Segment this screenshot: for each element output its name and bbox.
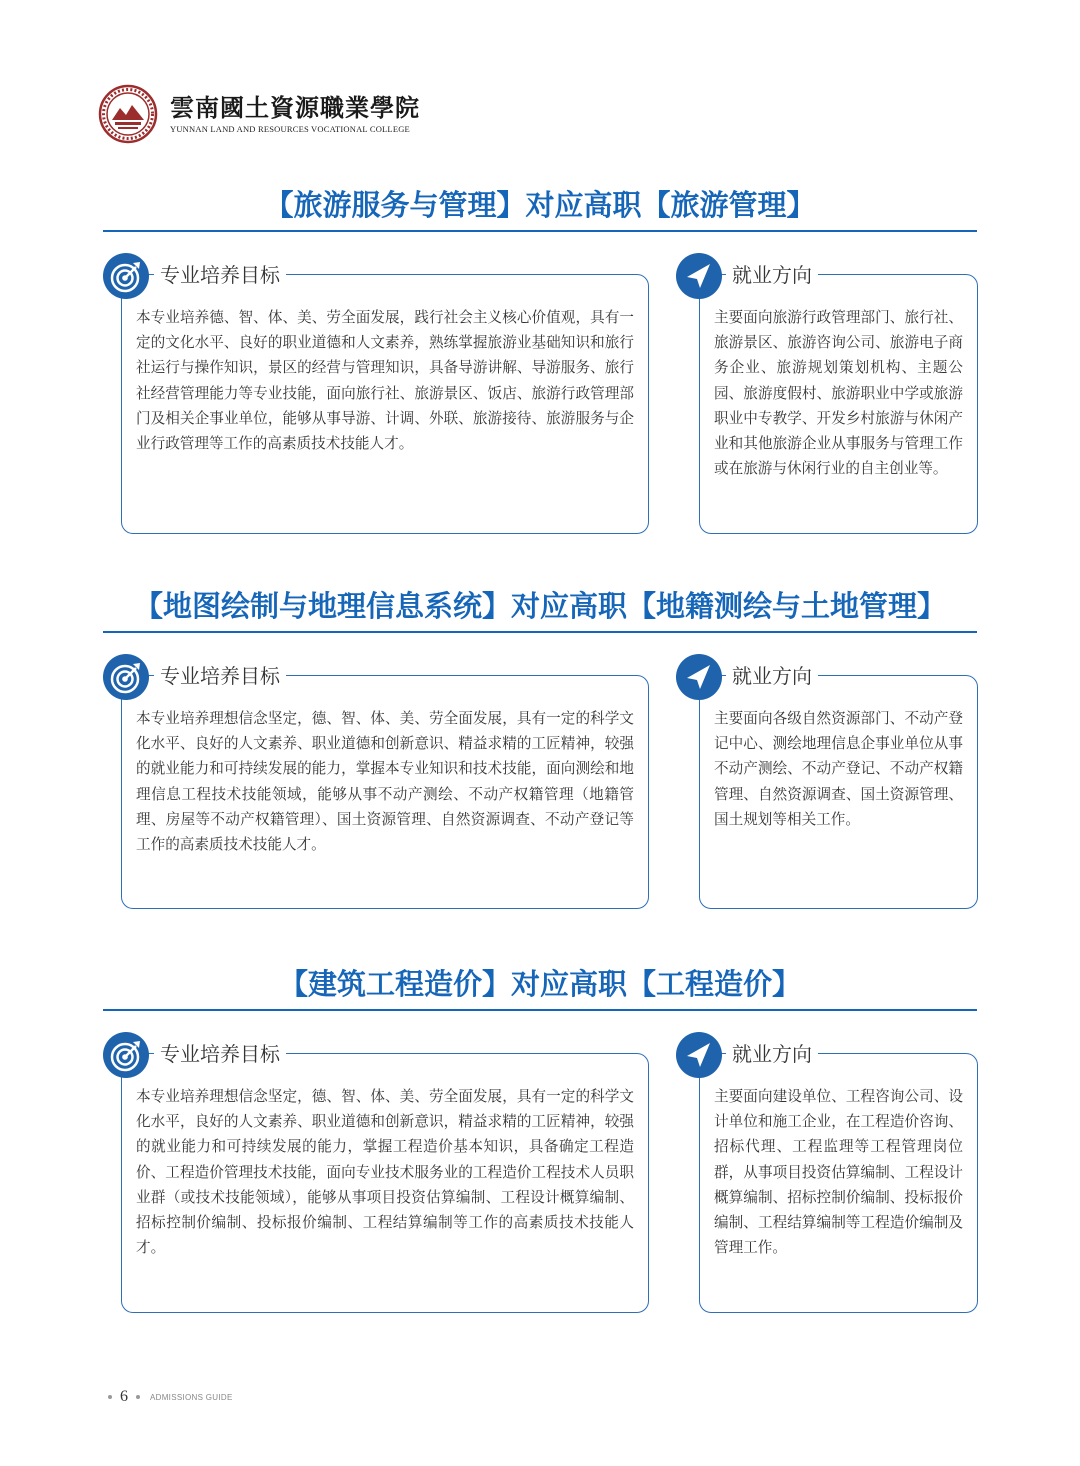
program-section	[103, 959, 977, 1011]
training-goal-box	[121, 1053, 649, 1313]
training-goal-label: 专业培养目标	[154, 261, 286, 289]
career-label: 就业方向	[726, 662, 818, 690]
section-divider	[103, 631, 977, 633]
page-header	[98, 84, 420, 144]
page-footer	[108, 1388, 233, 1406]
target-icon	[103, 253, 149, 299]
career-box	[699, 1053, 978, 1313]
career-box	[699, 274, 978, 534]
navigation-arrow-icon	[676, 654, 722, 700]
career-label: 就业方向	[726, 1040, 818, 1068]
target-icon	[103, 654, 149, 700]
training-goal-label: 专业培养目标	[154, 662, 286, 690]
training-goal-text: 本专业培养理想信念坚定，德、智、体、美、劳全面发展，具有一定的科学文化水平、良好的人文素养、职业道德和创新意识、精益求精的工匠精神，较强的就业能力和可持续发展的能力，掌握本专业知识和技术技能，面向测绘和地理信息工程技术技能领域，能够从事不动产测绘、不动产权籍管理（地籍管理、房屋等不动产权籍管理）、国土资源管理、自然资源调查、不动产登记等工作的高素质技术技能人才。	[136, 710, 634, 854]
training-goal-label: 专业培养目标	[154, 1040, 286, 1068]
program-section	[103, 180, 977, 232]
career-box	[699, 675, 978, 909]
section-divider	[103, 1009, 977, 1011]
footer-label: ADMISSIONS GUIDE	[150, 1392, 233, 1402]
training-goal-box	[121, 274, 649, 534]
career-text: 主要面向各级自然资源部门、不动产登记中心、测绘地理信息企事业单位从事不动产测绘、不动产登记、不动产权籍管理、自然资源调查、国土资源管理、国土规划等相关工作。	[714, 710, 963, 828]
career-text: 主要面向建设单位、工程咨询公司、设计单位和施工企业，在工程造价咨询、招标代理、工程监理等工程管理岗位群，从事项目投资估算编制、工程设计概算编制、招标控制价编制、投标报价编制、工程结算编制等工程造价编制及管理工作。	[714, 1088, 963, 1257]
career-label: 就业方向	[726, 261, 818, 289]
footer-dot	[108, 1395, 112, 1399]
college-seal-logo	[98, 84, 158, 144]
training-goal-box	[121, 675, 649, 909]
section-divider	[103, 230, 977, 232]
section-title: 【地图绘制与地理信息系统】对应高职【地籍测绘与土地管理】	[133, 589, 946, 623]
navigation-arrow-icon	[676, 1032, 722, 1078]
page-number: 6	[120, 1388, 128, 1405]
program-section	[103, 581, 977, 633]
footer-dot	[136, 1395, 140, 1399]
college-name-en: YUNNAN LAND AND RESOURCES VOCATIONAL COLLEGE	[170, 124, 410, 134]
target-icon	[103, 1032, 149, 1078]
training-goal-text: 本专业培养理想信念坚定，德、智、体、美、劳全面发展，具有一定的科学文化水平，良好的人文素养、职业道德和创新意识，精益求精的工匠精神，较强的就业能力和可持续发展的能力，掌握工程造价基本知识，具备确定工程造价、工程造价管理技术技能，面向专业技术服务业的工程造价工程技术人员职业群（或技术技能领域），能够从事项目投资估算编制、工程设计概算编制、招标控制价编制、投标报价编制、工程结算编制等工作的高素质技术技能人才。	[136, 1088, 634, 1257]
training-goal-text: 本专业培养德、智、体、美、劳全面发展，践行社会主义核心价值观，具有一定的文化水平、良好的职业道德和人文素养，熟练掌握旅游业基础知识和旅行社运行与操作知识，景区的经营与管理知识，具备导游讲解、导游服务、旅行社经营管理能力等专业技能，面向旅行社、旅游景区、饭店、旅游行政管理部门及相关企事业单位，能够从事导游、计调、外联、旅游接待、旅游服务与企业行政管理等工作的高素质技术技能人才。	[136, 309, 634, 453]
navigation-arrow-icon	[676, 253, 722, 299]
college-name-cn: 雲南國土資源職業學院	[170, 93, 420, 122]
career-text: 主要面向旅游行政管理部门、旅行社、旅游景区、旅游咨询公司、旅游电子商务企业、旅游规划策划机构、主题公园、旅游度假村、旅游职业中学或旅游职业中专教学、开发乡村旅游与休闲产业和其他旅游企业从事服务与管理工作或在旅游与休闲行业的自主创业等。	[714, 309, 963, 478]
section-title: 【旅游服务与管理】对应高职【旅游管理】	[264, 188, 816, 222]
section-title: 【建筑工程造价】对应高职【工程造价】	[278, 967, 801, 1001]
